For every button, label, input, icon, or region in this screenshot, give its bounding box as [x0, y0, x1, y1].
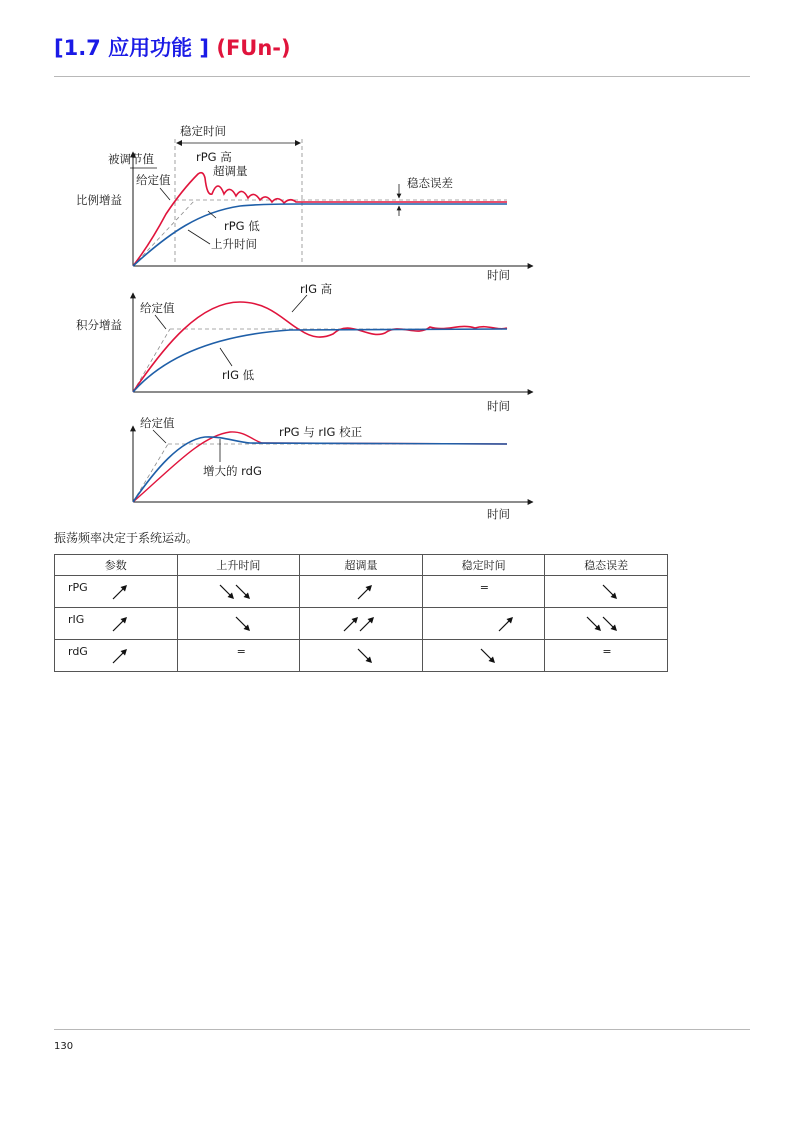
no-change-symbol: = — [602, 645, 612, 658]
header-steady-error: 稳态误差 — [545, 555, 668, 576]
pid-response-diagram — [60, 115, 560, 525]
rpg-low-label: rPG 低 — [224, 219, 260, 233]
settle-time-cell — [422, 576, 545, 608]
rdg-increase-label: 增大的 rdG — [203, 464, 262, 478]
rig-low-label: rIG 低 — [222, 368, 255, 382]
param-cell — [55, 608, 178, 640]
arrow-down-icon — [479, 647, 497, 665]
corrected-curve — [133, 437, 507, 502]
arrow-up-icon — [111, 615, 129, 633]
rig-high-leader — [292, 295, 307, 312]
no-change-symbol: = — [236, 645, 246, 658]
rise-time-cell — [177, 576, 300, 608]
steady-error-cell — [545, 576, 668, 608]
header-divider — [54, 76, 750, 77]
x-axis-label: 时间 — [487, 399, 510, 413]
param-name: rPG — [68, 581, 88, 594]
parameter-effect-table — [54, 554, 668, 672]
setpoint-leader — [155, 315, 166, 329]
function-code: (FUn-) — [216, 36, 291, 60]
corrected-label: rPG 与 rIG 校正 — [279, 425, 363, 439]
steady-error-cell — [545, 640, 668, 672]
arrow-down-icon — [356, 647, 374, 665]
header-settle-time: 稳定时间 — [422, 555, 545, 576]
param-cell — [55, 640, 178, 672]
integral-gain-graph — [76, 282, 533, 413]
arrow-up-icon — [358, 615, 376, 633]
pid-response-figure — [60, 115, 560, 529]
steady-error-label: 稳态误差 — [407, 176, 453, 190]
rise-time-leader — [188, 230, 210, 244]
rise-time-cell — [177, 640, 300, 672]
setpoint-ramp — [133, 329, 170, 392]
settle-time-label: 稳定时间 — [180, 124, 226, 138]
overshoot-cell — [300, 576, 423, 608]
footer-divider — [54, 1029, 750, 1030]
setpoint-label: 给定值 — [140, 416, 175, 430]
section-title: [1.7 应用功能 ] — [54, 36, 210, 60]
arrow-up-icon — [356, 583, 374, 601]
overshoot-cell — [300, 640, 423, 672]
setpoint-leader — [160, 188, 170, 200]
rise-time-cell — [177, 608, 300, 640]
arrow-down-icon — [234, 583, 252, 601]
setpoint-label: 给定值 — [140, 301, 175, 315]
arrow-up-icon — [111, 583, 129, 601]
page-title — [54, 32, 291, 62]
rig-low-curve — [133, 329, 507, 392]
setpoint-leader — [153, 430, 166, 443]
header-param: 参数 — [55, 555, 178, 576]
rig-high-curve — [133, 302, 507, 392]
table-row — [55, 640, 668, 672]
settle-time-cell — [422, 608, 545, 640]
rpg-low-curve — [133, 204, 507, 266]
x-axis-label: 时间 — [487, 268, 510, 282]
rise-time-label: 上升时间 — [211, 237, 257, 251]
arrow-down-icon — [601, 583, 619, 601]
param-name: rdG — [68, 645, 88, 658]
x-axis-label: 时间 — [487, 507, 510, 521]
header-overshoot: 超调量 — [300, 555, 423, 576]
derivative-gain-graph — [133, 416, 533, 521]
arrow-up-icon — [497, 615, 515, 633]
oscillation-note: 振荡频率决定于系统运动。 — [54, 531, 199, 545]
proportional-gain-label: 比例增益 — [76, 193, 122, 207]
rig-low-leader — [220, 348, 232, 366]
setpoint-ramp — [133, 200, 195, 266]
setpoint-label: 给定值 — [136, 173, 171, 187]
overshoot-cell — [300, 608, 423, 640]
table-row — [55, 576, 668, 608]
no-change-symbol: = — [479, 581, 489, 594]
overshoot-label: 超调量 — [213, 164, 248, 178]
settle-time-cell — [422, 640, 545, 672]
arrow-up-icon — [111, 647, 129, 665]
page-number: 130 — [54, 1041, 74, 1052]
arrow-down-icon — [234, 615, 252, 633]
proportional-gain-graph — [76, 124, 533, 282]
param-name: rIG — [68, 613, 85, 626]
param-cell — [55, 576, 178, 608]
header-rise-time: 上升时间 — [177, 555, 300, 576]
rpg-high-label: rPG 高 — [196, 150, 232, 164]
table-row — [55, 608, 668, 640]
arrow-down-icon — [601, 615, 619, 633]
rig-high-label: rIG 高 — [300, 282, 333, 296]
table-header-row — [55, 555, 668, 576]
controlled-value-label: 被调节值 — [108, 152, 154, 166]
integral-gain-label: 积分增益 — [76, 318, 122, 332]
steady-error-cell — [545, 608, 668, 640]
